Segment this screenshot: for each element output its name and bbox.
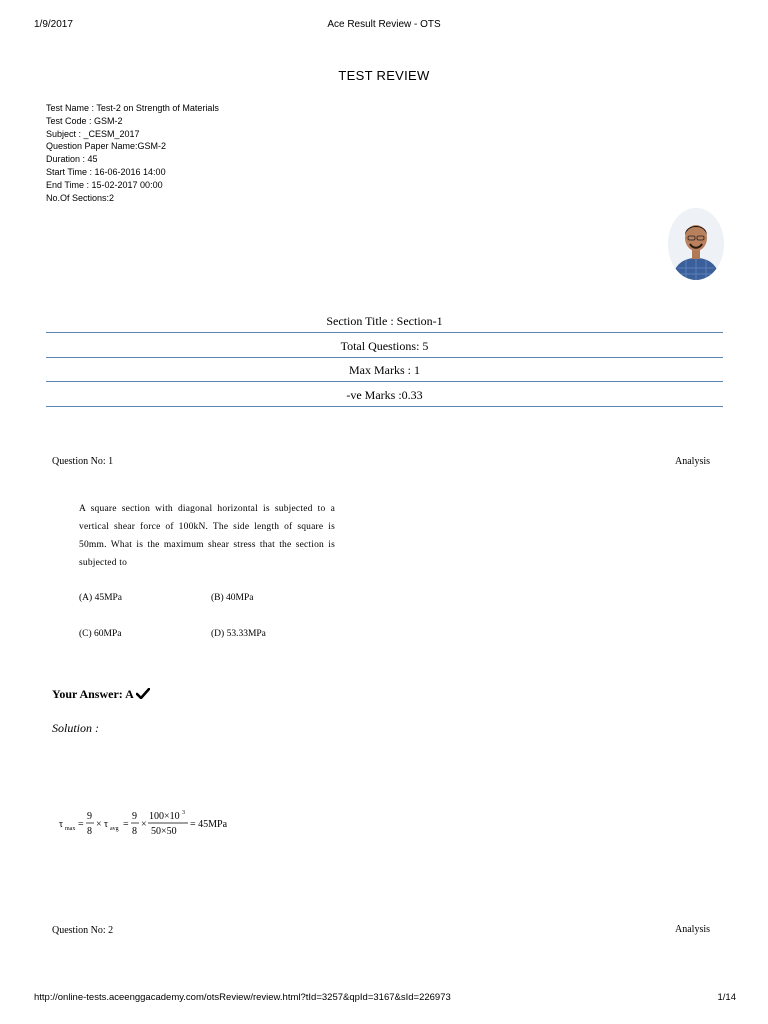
formula-sub-max: max (65, 826, 76, 832)
print-url: http://online-tests.aceenggacademy.com/otsReview/review.html?tId=3257&qpId=3167&sId=226973 (34, 992, 451, 1003)
formula-times-1: × (96, 819, 102, 830)
formula-frac3-exp: 3 (182, 810, 185, 816)
solution-label: Solution : (52, 721, 99, 735)
test-info (46, 102, 219, 204)
section-title: Section Title : Section-1 (46, 310, 723, 333)
formula-sub-avg: avg (110, 826, 119, 832)
section-info-table (46, 310, 723, 408)
question-2-analysis-link[interactable]: Analysis (675, 924, 710, 935)
option-d: (D) 53.33MPa (211, 629, 266, 639)
number-of-sections: No.Of Sections:2 (46, 192, 115, 203)
option-a: (A) 45MPa (79, 593, 123, 603)
check-mark-icon (136, 688, 150, 699)
question-paper-name: Question Paper Name:GSM-2 (46, 141, 167, 152)
test-code: Test Code : GSM-2 (46, 115, 123, 126)
subject: Subject : _CESM_2017 (46, 128, 140, 139)
formula-frac2-den: 8 (132, 826, 137, 837)
question-2-label: Question No: 2 (52, 925, 114, 936)
formula-times-2: × (141, 819, 147, 830)
end-time: End Time : 15-02-2017 00:00 (46, 179, 163, 190)
question-1-label: Question No: 1 (52, 456, 114, 467)
duration: Duration : 45 (46, 154, 98, 165)
your-answer (52, 687, 150, 702)
question-1-text: A square section with diagonal horizontal is subjected to a vertical shear force of 100kN. The side length of square is 50mm. What is the maximum shear stress that the section is subjected to (79, 504, 335, 568)
print-page-title: Ace Result Review - OTS (327, 19, 441, 30)
test-name: Test Name : Test-2 on Strength of Materials (46, 103, 219, 113)
formula-result: = 45MPa (190, 819, 228, 830)
formula-tau-avg: τ (104, 819, 109, 830)
formula-frac3-den: 50×50 (151, 826, 177, 837)
formula-eq-1: = (78, 819, 84, 830)
formula-frac1-num: 9 (87, 811, 92, 822)
start-time: Start Time : 16-06-2016 14:00 (46, 166, 166, 177)
print-page-number: 1/14 (717, 992, 736, 1003)
option-b: (B) 40MPa (211, 593, 254, 603)
your-answer-text: Your Answer: A (52, 687, 134, 701)
negative-marks: -ve Marks :0.33 (46, 384, 723, 407)
formula-frac2-num: 9 (132, 811, 137, 822)
formula-frac1-den: 8 (87, 826, 92, 837)
formula-eq-2: = (123, 819, 129, 830)
question-1-analysis-link[interactable]: Analysis (675, 456, 710, 467)
formula-tau-max: τ (59, 819, 64, 830)
solution-formula (56, 805, 236, 839)
page-title: TEST REVIEW (338, 68, 430, 83)
option-c: (C) 60MPa (79, 629, 122, 639)
candidate-photo (668, 208, 724, 280)
formula-frac3-num: 100×10 (149, 811, 180, 822)
total-questions: Total Questions: 5 (46, 335, 723, 358)
max-marks: Max Marks : 1 (46, 359, 723, 382)
print-date: 1/9/2017 (34, 19, 73, 30)
